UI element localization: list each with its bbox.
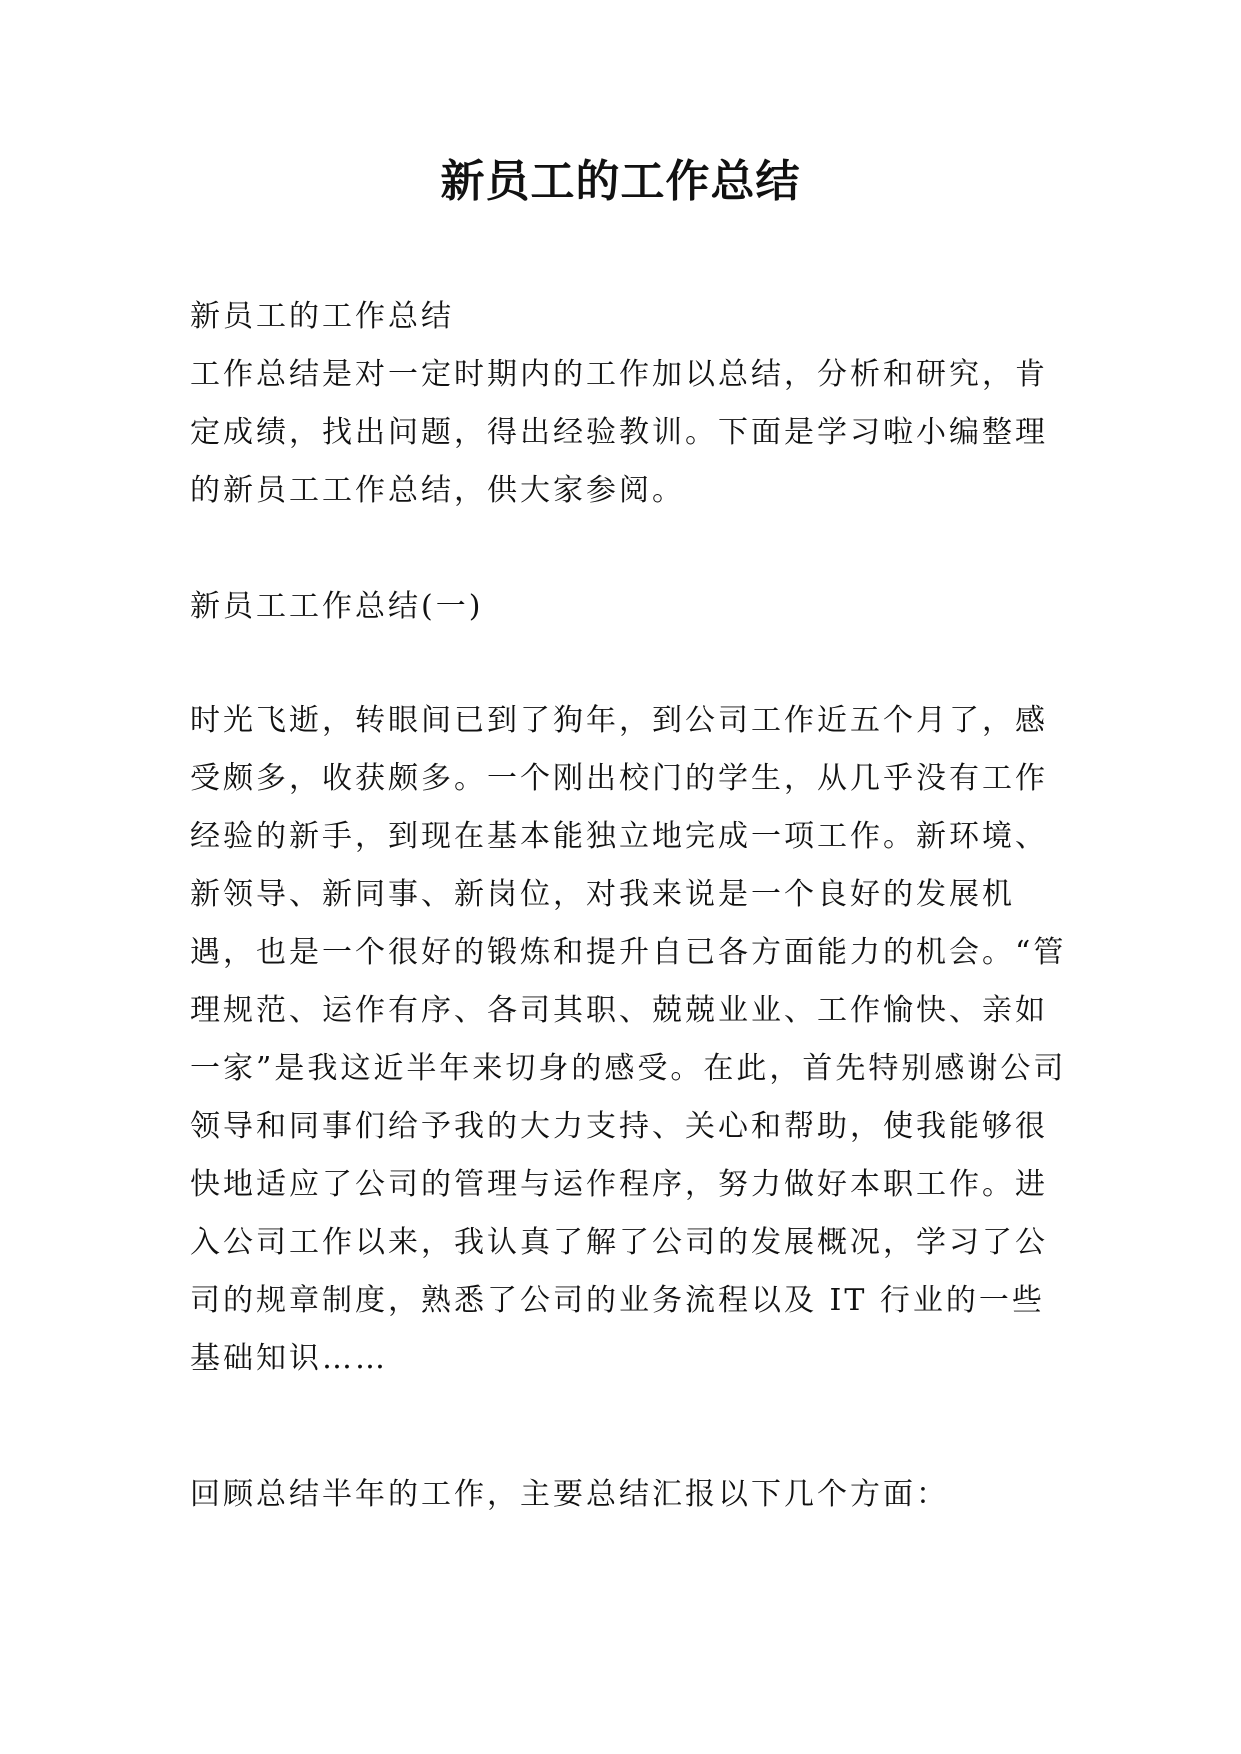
- document-subtitle: 新员工的工作总结: [190, 299, 454, 334]
- section-heading: 新员工工作总结(一): [190, 589, 484, 624]
- review-paragraph: 回顾总结半年的工作，主要总结汇报以下几个方面：: [190, 1477, 949, 1512]
- document-title: 新员工的工作总结: [440, 156, 801, 207]
- intro-paragraph: 工作总结是对一定时期内的工作加以总结，分析和研究，肯定成绩，找出问题，得出经验教训。下面是学习啦小编整理的新员工工作总结，供大家参阅。: [190, 357, 1048, 508]
- main-paragraph: 时光飞逝，转眼间已到了狗年，到公司工作近五个月了，感受颇多，收获颇多。一个刚出校门的学生，从几乎没有工作经验的新手，到现在基本能独立地完成一项工作。新环境、新领导、新同事、新岗位，对我来说是一个良好的发展机遇，也是一个很好的锻炼和提升自已各方面能力的机会。“管理规范、运作有序、各司其职、兢兢业业、工作愉快、亲如一家”是我这近半年来切身的感受。在此，首先特别感谢公司领导和同事们给予我的大力支持、关心和帮助，使我能够很快地适应了公司的管理与运作程序，努力做好本职工作。进入公司工作以来，我认真了解了公司的发展概况，学习了公司的规章制度，熟悉了公司的业务流程以及 IT 行业的一些基础知识……: [190, 703, 1067, 1376]
